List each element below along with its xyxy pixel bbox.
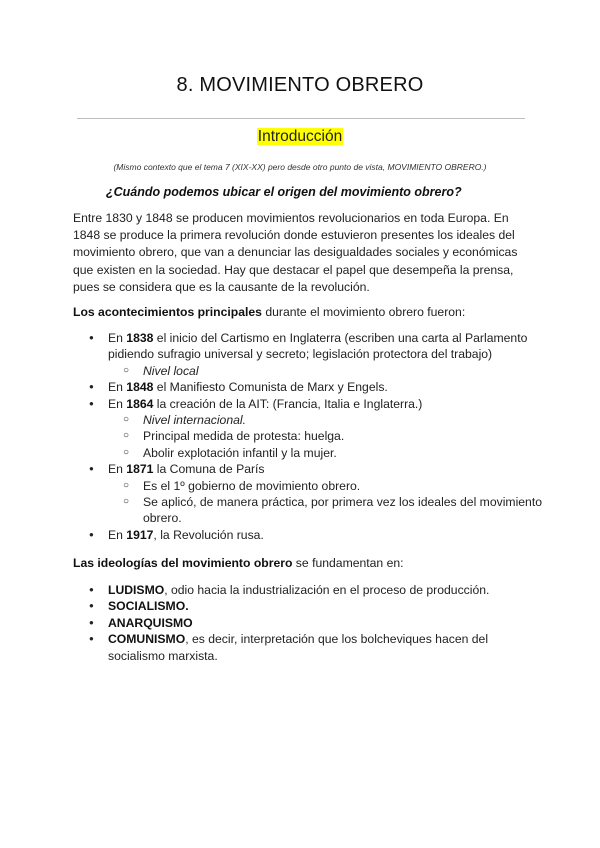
- event-year: 1838: [126, 331, 154, 345]
- event-text: el Manifiesto Comunista de Marx y Engels.: [153, 380, 388, 395]
- ideologies-list: [73, 582, 543, 664]
- event-sublist: [108, 363, 543, 379]
- ideology-name: ANARQUISMO: [108, 615, 193, 630]
- events-lead-bold: Los acontecimientos principales: [73, 305, 262, 319]
- event-item: ● En 1917, la Revolución rusa.: [73, 527, 543, 543]
- event-sublist: [108, 478, 543, 527]
- event-text: el inicio del Cartismo en Inglaterra (escriben una carta al Parlamento pidiendo sufragio universal y secreto; legislación protectora del trabajo): [108, 331, 528, 362]
- page-title: 8. MOVIMIENTO OBRERO: [176, 74, 424, 96]
- event-year: 1864: [126, 396, 154, 411]
- title-divider: [77, 118, 525, 119]
- ideologies-lead: [73, 556, 404, 570]
- ideology-item: [73, 631, 543, 664]
- events-lead: [73, 305, 465, 319]
- event-subitem: ○ Principal medida de protesta: huelga.: [108, 428, 543, 444]
- section-heading-text: Introducción: [257, 128, 343, 145]
- event-year: 1917: [126, 527, 154, 542]
- ideology-name: LUDISMO: [108, 583, 165, 597]
- event-item: ● En 1871 la Comuna de París ○ Es el 1º gobierno de movimiento obrero. ○ Se aplicó, de manera práctica, por primera vez los ideales del movimiento obrero.: [73, 461, 543, 527]
- origin-question: ¿Cuándo podemos ubicar el origen del movimiento obrero?: [106, 185, 462, 199]
- event-subitem: ○ Es el 1º gobierno de movimiento obrero.: [108, 478, 543, 494]
- event-text: , la Revolución rusa.: [153, 527, 264, 542]
- ideologies-lead-bold: Las ideologías del movimiento obrero: [73, 556, 293, 570]
- event-subitem: ○ Nivel internacional.: [108, 412, 543, 428]
- ideology-item: [73, 582, 543, 598]
- event-item: ● En 1864 la creación de la AIT: (Francia, Italia e Inglaterra.) ○ Nivel internacional. ○ Principal medida de protesta: huelga. ○ Abolir explotación infantil y la mujer.: [73, 396, 543, 462]
- events-lead-rest: durante el movimiento obrero fueron:: [261, 305, 466, 319]
- events-list: [73, 330, 543, 543]
- event-year: 1848: [126, 380, 154, 395]
- ideologies-lead-rest: se fundamentan en:: [292, 556, 404, 570]
- ideology-item: [73, 615, 543, 631]
- ideology-name: SOCIALISMO.: [108, 599, 189, 614]
- event-subitem: ○ Se aplicó, de manera práctica, por primera vez los ideales del movimiento obrero.: [108, 494, 543, 527]
- event-item: ● En 1848 el Manifiesto Comunista de Marx y Engels.: [73, 379, 543, 395]
- event-subitem: ○ Abolir explotación infantil y la mujer.: [108, 445, 543, 461]
- event-item: ● En 1838 el inicio del Cartismo en Inglaterra (escriben una carta al Parlamento pidiendo sufragio universal y secreto; legislación protectora del trabajo) ○ Nivel local: [73, 330, 543, 379]
- event-subitem: ○ Nivel local: [108, 363, 543, 379]
- ideology-name: COMUNISMO: [108, 632, 186, 647]
- event-year: 1871: [126, 462, 154, 477]
- ideology-text: , odio hacia la industrialización en el proceso de producción.: [164, 583, 490, 597]
- intro-paragraph: Entre 1830 y 1848 se producen movimientos revolucionarios en toda Europa. En 1848 se produce la primera revolución donde estuvieron presentes los ideales del movimiento obrero, que van a denunciar las desigualdades sociales y económicas que existen en la sociedad. Hay que destacar el papel que desempeña la prensa, pues se considera que es la causante de la revolución.: [73, 211, 518, 294]
- context-note: (Mismo contexto que el tema 7 (XIX-XX) pero desde otro punto de vista, MOVIMIENTO OBRERO.): [113, 162, 487, 172]
- event-text: la creación de la AIT: (Francia, Italia e Inglaterra.): [153, 396, 423, 411]
- event-text: la Comuna de París: [153, 462, 265, 477]
- ideology-item: [73, 598, 543, 614]
- ideology-text: , es decir, interpretación que los bolcheviques hacen del socialismo marxista.: [108, 632, 489, 663]
- section-heading: [0, 128, 600, 146]
- event-sublist: [108, 412, 543, 461]
